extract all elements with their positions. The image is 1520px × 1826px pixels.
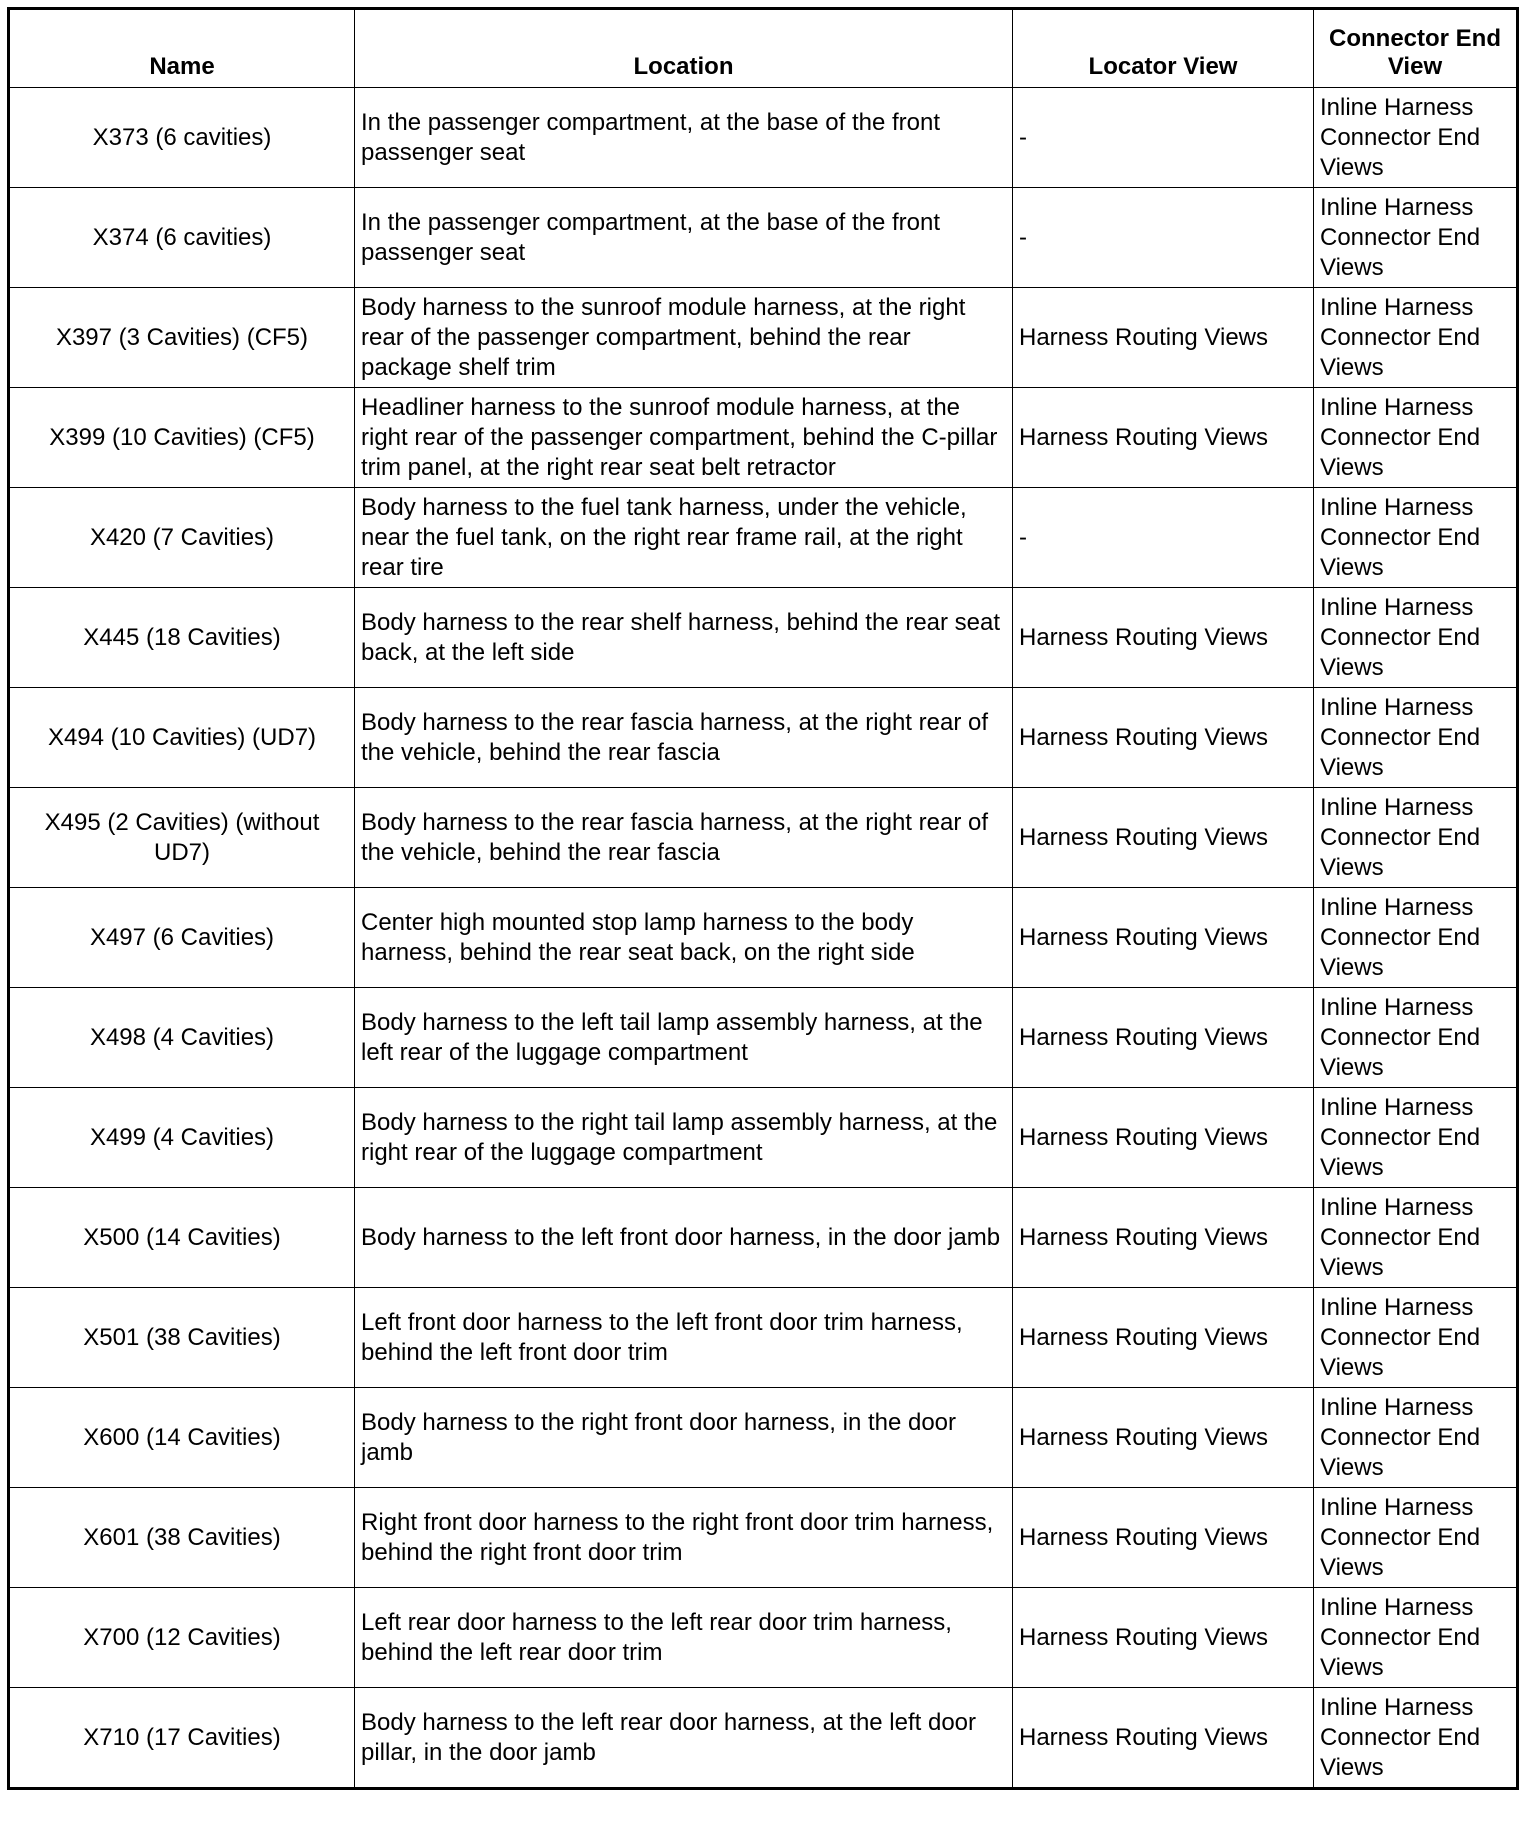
table-row	[9, 188, 1518, 288]
cell-connector-end-view: Inline Harness Connector End Views	[1314, 488, 1518, 588]
cell-name: X373 (6 cavities)	[9, 88, 355, 188]
connector-table	[7, 7, 1519, 1790]
cell-locator-view: Harness Routing Views	[1013, 588, 1314, 688]
header-location: Location	[355, 9, 1013, 88]
connector-table-sheet	[7, 7, 1519, 1790]
cell-name: X420 (7 Cavities)	[9, 488, 355, 588]
table-row	[9, 288, 1518, 388]
cell-location: Body harness to the rear shelf harness, behind the rear seat back, at the left side	[355, 588, 1013, 688]
cell-name: X445 (18 Cavities)	[9, 588, 355, 688]
cell-connector-end-view: Inline Harness Connector End Views	[1314, 588, 1518, 688]
cell-location: Body harness to the left front door harness, in the door jamb	[355, 1188, 1013, 1288]
header-name: Name	[9, 9, 355, 88]
table-row	[9, 388, 1518, 488]
cell-location: Headliner harness to the sunroof module harness, at the right rear of the passenger compartment, behind the C-pillar trim panel, at the right rear seat belt retractor	[355, 388, 1013, 488]
table-body	[9, 88, 1518, 1789]
cell-connector-end-view: Inline Harness Connector End Views	[1314, 1388, 1518, 1488]
cell-connector-end-view: Inline Harness Connector End Views	[1314, 988, 1518, 1088]
table-row	[9, 888, 1518, 988]
cell-name: X495 (2 Cavities) (without UD7)	[9, 788, 355, 888]
cell-locator-view: -	[1013, 88, 1314, 188]
cell-connector-end-view: Inline Harness Connector End Views	[1314, 1188, 1518, 1288]
cell-locator-view: Harness Routing Views	[1013, 1088, 1314, 1188]
cell-connector-end-view: Inline Harness Connector End Views	[1314, 788, 1518, 888]
cell-locator-view: Harness Routing Views	[1013, 1388, 1314, 1488]
table-row	[9, 1088, 1518, 1188]
cell-location: Body harness to the right tail lamp assembly harness, at the right rear of the luggage compartment	[355, 1088, 1013, 1188]
table-row	[9, 1488, 1518, 1588]
cell-locator-view: -	[1013, 488, 1314, 588]
cell-location: In the passenger compartment, at the base of the front passenger seat	[355, 188, 1013, 288]
cell-locator-view: Harness Routing Views	[1013, 388, 1314, 488]
table-row	[9, 1388, 1518, 1488]
cell-locator-view: -	[1013, 188, 1314, 288]
table-row	[9, 788, 1518, 888]
cell-name: X501 (38 Cavities)	[9, 1288, 355, 1388]
cell-location: Body harness to the left tail lamp assembly harness, at the left rear of the luggage compartment	[355, 988, 1013, 1088]
cell-name: X601 (38 Cavities)	[9, 1488, 355, 1588]
cell-connector-end-view: Inline Harness Connector End Views	[1314, 1688, 1518, 1789]
cell-locator-view: Harness Routing Views	[1013, 788, 1314, 888]
cell-location: Body harness to the rear fascia harness, at the right rear of the vehicle, behind the rear fascia	[355, 788, 1013, 888]
table-row	[9, 588, 1518, 688]
cell-locator-view: Harness Routing Views	[1013, 1488, 1314, 1588]
cell-name: X710 (17 Cavities)	[9, 1688, 355, 1789]
cell-locator-view: Harness Routing Views	[1013, 288, 1314, 388]
cell-name: X374 (6 cavities)	[9, 188, 355, 288]
cell-connector-end-view: Inline Harness Connector End Views	[1314, 88, 1518, 188]
cell-name: X700 (12 Cavities)	[9, 1588, 355, 1688]
cell-location: Body harness to the left rear door harness, at the left door pillar, in the door jamb	[355, 1688, 1013, 1789]
cell-locator-view: Harness Routing Views	[1013, 1588, 1314, 1688]
cell-name: X497 (6 Cavities)	[9, 888, 355, 988]
cell-locator-view: Harness Routing Views	[1013, 1288, 1314, 1388]
cell-locator-view: Harness Routing Views	[1013, 1688, 1314, 1789]
cell-name: X397 (3 Cavities) (CF5)	[9, 288, 355, 388]
cell-connector-end-view: Inline Harness Connector End Views	[1314, 188, 1518, 288]
cell-location: Body harness to the rear fascia harness, at the right rear of the vehicle, behind the rear fascia	[355, 688, 1013, 788]
table-header-row	[9, 9, 1518, 88]
cell-connector-end-view: Inline Harness Connector End Views	[1314, 888, 1518, 988]
table-row	[9, 688, 1518, 788]
cell-connector-end-view: Inline Harness Connector End Views	[1314, 688, 1518, 788]
cell-connector-end-view: Inline Harness Connector End Views	[1314, 1488, 1518, 1588]
cell-name: X500 (14 Cavities)	[9, 1188, 355, 1288]
cell-name: X498 (4 Cavities)	[9, 988, 355, 1088]
cell-name: X600 (14 Cavities)	[9, 1388, 355, 1488]
header-connector-end-view: Connector End View	[1314, 9, 1518, 88]
cell-location: In the passenger compartment, at the base of the front passenger seat	[355, 88, 1013, 188]
cell-name: X399 (10 Cavities) (CF5)	[9, 388, 355, 488]
table-row	[9, 1188, 1518, 1288]
cell-locator-view: Harness Routing Views	[1013, 1188, 1314, 1288]
cell-connector-end-view: Inline Harness Connector End Views	[1314, 288, 1518, 388]
cell-location: Center high mounted stop lamp harness to the body harness, behind the rear seat back, on the right side	[355, 888, 1013, 988]
table-row	[9, 88, 1518, 188]
cell-connector-end-view: Inline Harness Connector End Views	[1314, 1088, 1518, 1188]
cell-location: Left front door harness to the left front door trim harness, behind the left front door trim	[355, 1288, 1013, 1388]
cell-name: X494 (10 Cavities) (UD7)	[9, 688, 355, 788]
cell-location: Body harness to the fuel tank harness, under the vehicle, near the fuel tank, on the right rear frame rail, at the right rear tire	[355, 488, 1013, 588]
cell-locator-view: Harness Routing Views	[1013, 988, 1314, 1088]
cell-connector-end-view: Inline Harness Connector End Views	[1314, 1288, 1518, 1388]
cell-connector-end-view: Inline Harness Connector End Views	[1314, 1588, 1518, 1688]
table-row	[9, 488, 1518, 588]
cell-locator-view: Harness Routing Views	[1013, 688, 1314, 788]
table-row	[9, 1288, 1518, 1388]
cell-location: Body harness to the sunroof module harness, at the right rear of the passenger compartment, behind the rear package shelf trim	[355, 288, 1013, 388]
cell-connector-end-view: Inline Harness Connector End Views	[1314, 388, 1518, 488]
table-row	[9, 1688, 1518, 1789]
header-locator-view: Locator View	[1013, 9, 1314, 88]
cell-location: Body harness to the right front door harness, in the door jamb	[355, 1388, 1013, 1488]
cell-location: Left rear door harness to the left rear door trim harness, behind the left rear door trim	[355, 1588, 1013, 1688]
cell-name: X499 (4 Cavities)	[9, 1088, 355, 1188]
table-row	[9, 988, 1518, 1088]
table-row	[9, 1588, 1518, 1688]
cell-locator-view: Harness Routing Views	[1013, 888, 1314, 988]
cell-location: Right front door harness to the right front door trim harness, behind the right front door trim	[355, 1488, 1013, 1588]
